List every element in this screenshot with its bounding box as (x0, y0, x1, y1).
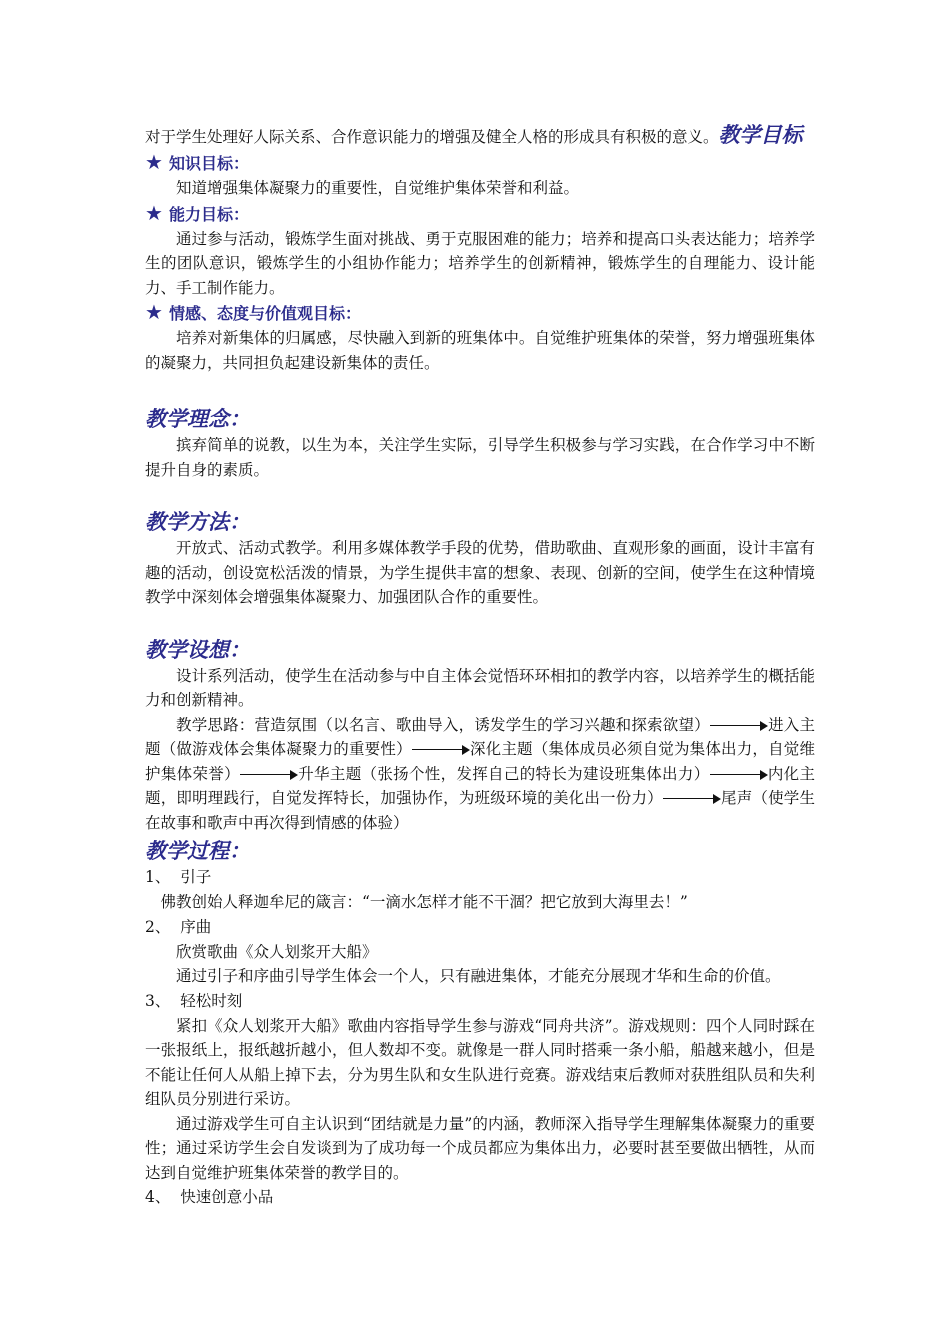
philosophy-text: 摈弃简单的说教，以生为本，关注学生实际，引导学生积极参与学习实践，在合作学习中不断提升自身的素质。 (145, 436, 815, 479)
idea-flow (145, 713, 815, 836)
idea-title: 教学设想： (145, 636, 250, 662)
process-item-3-line-2: 通过游戏学生可自主认识到“团结就是力量”的内涵，教师深入指导学生理解集体凝聚力的重要性；通过采访学生会自发谈到为了成功每一个成员都应为集体出力，必要时甚至要做出牺牲，从而达到自觉维护班集体荣誉的教学目的。 (145, 1114, 815, 1182)
intro-paragraph (145, 122, 815, 150)
process-item-2-line-2: 通过引子和序曲引导学生体会一个人，只有融进集体，才能充分展现才华和生命的价值。 (176, 967, 781, 985)
flow-step-2: 进入主题（做游戏体会集体凝聚力的重要性） (145, 715, 815, 758)
arrow-icon (710, 721, 768, 731)
process-item-2-line-1: 欣赏歌曲《众人划浆开大船》 (176, 942, 378, 961)
knowledge-goal-title: ★ 知识目标： (145, 150, 249, 174)
method-title: 教学方法： (145, 509, 250, 534)
process-item-1-line-1: 佛教创始人释迦牟尼的箴言：“一滴水怎样才能不干涸？把它放到大海里去！” (160, 893, 688, 911)
arrow-icon (412, 745, 470, 755)
knowledge-goal-text: 知道增强集体凝聚力的重要性，自觉维护集体荣誉和利益。 (176, 179, 580, 197)
star-icon: ★ (145, 150, 163, 174)
flow-step-5: 内化主题，即明理践行，自觉发挥特长，加强协作，为班级环境的美化出一份力） (145, 764, 815, 807)
document-page (145, 122, 815, 1210)
flow-step-4: 升华主题（张扬个性，发挥自己的特长为建设班集体出力） (297, 764, 710, 783)
idea-text: 设计系列活动，使学生在活动参与中自主体会觉悟环环相扣的教学内容，以培养学生的概括能力和创新精神。 (145, 666, 815, 709)
ability-goal-text: 通过参与活动，锻炼学生面对挑战、勇于克服困难的能力；培养和提高口头表达能力；培养学生的团队意识，锻炼学生的小组协作能力；培养学生的创新精神，锻炼学生的自理能力、设计能力、手工制作能力。 (145, 229, 815, 297)
goals-heading: 教学目标 (718, 122, 803, 147)
process-item-3-line-1: 紧扣《众人划浆开大船》歌曲内容指导学生参与游戏“同舟共济”。游戏规则：四个人同时踩在一张报纸上，报纸越折越小，但人数却不变。就像是一群人同时搭乘一条小船，船越来越小，但是不能让任何人从船上掉下去，分为男生队和女生队进行竞赛。游戏结束后教师对获胜组队员和失利组队员分别进行采访。 (145, 1016, 815, 1108)
arrow-icon (663, 794, 721, 804)
philosophy-title: 教学理念： (145, 406, 250, 431)
process-item-3-heading: 3、 轻松时刻 (145, 991, 243, 1010)
emotion-goal-text: 培养对新集体的归属感，尽快融入到新的班集体中。自觉维护班集体的荣誉，努力增强班集体的凝聚力，共同担负起建设新集体的责任。 (145, 329, 815, 372)
arrow-icon (710, 770, 768, 780)
flow-step-3: 深化主题（集体成员必须自觉为集体出力，自觉维护集体荣誉） (145, 740, 815, 783)
process-item-4-heading: 4、 快速创意小品 (145, 1188, 274, 1206)
process-item-2-heading: 2、 序曲 (145, 917, 212, 936)
star-icon: ★ (145, 200, 163, 225)
arrow-icon (240, 770, 298, 780)
process-item-1-heading: 1、 引子 (145, 868, 212, 886)
method-text: 开放式、活动式教学。利用多媒体教学手段的优势，借助歌曲、直观形象的画面，设计丰富有趣的活动，创设宽松活泼的情景，为学生提供丰富的想象、表现、创新的空间，使学生在这种情境教学中深刻体会增强集体凝聚力、加强团队合作的重要性。 (145, 539, 815, 606)
flow-step-6: 尾声（使学生在故事和歌声中再次得到情感的体验） (145, 789, 815, 832)
ability-goal-title: ★ 能力目标： (145, 200, 249, 225)
emotion-goal-title: ★ 情感、态度与价值观目标： (145, 300, 361, 324)
intro-line: 对于学生处理好人际关系、合作意识能力的增强及健全人格的形成具有积极的意义。 (145, 128, 719, 146)
star-icon: ★ (145, 300, 163, 324)
process-title: 教学过程： (145, 838, 250, 863)
flow-step-1: 教学思路：营造氛围（以名言、歌曲导入，诱发学生的学习兴趣和探索欲望） (176, 715, 710, 734)
